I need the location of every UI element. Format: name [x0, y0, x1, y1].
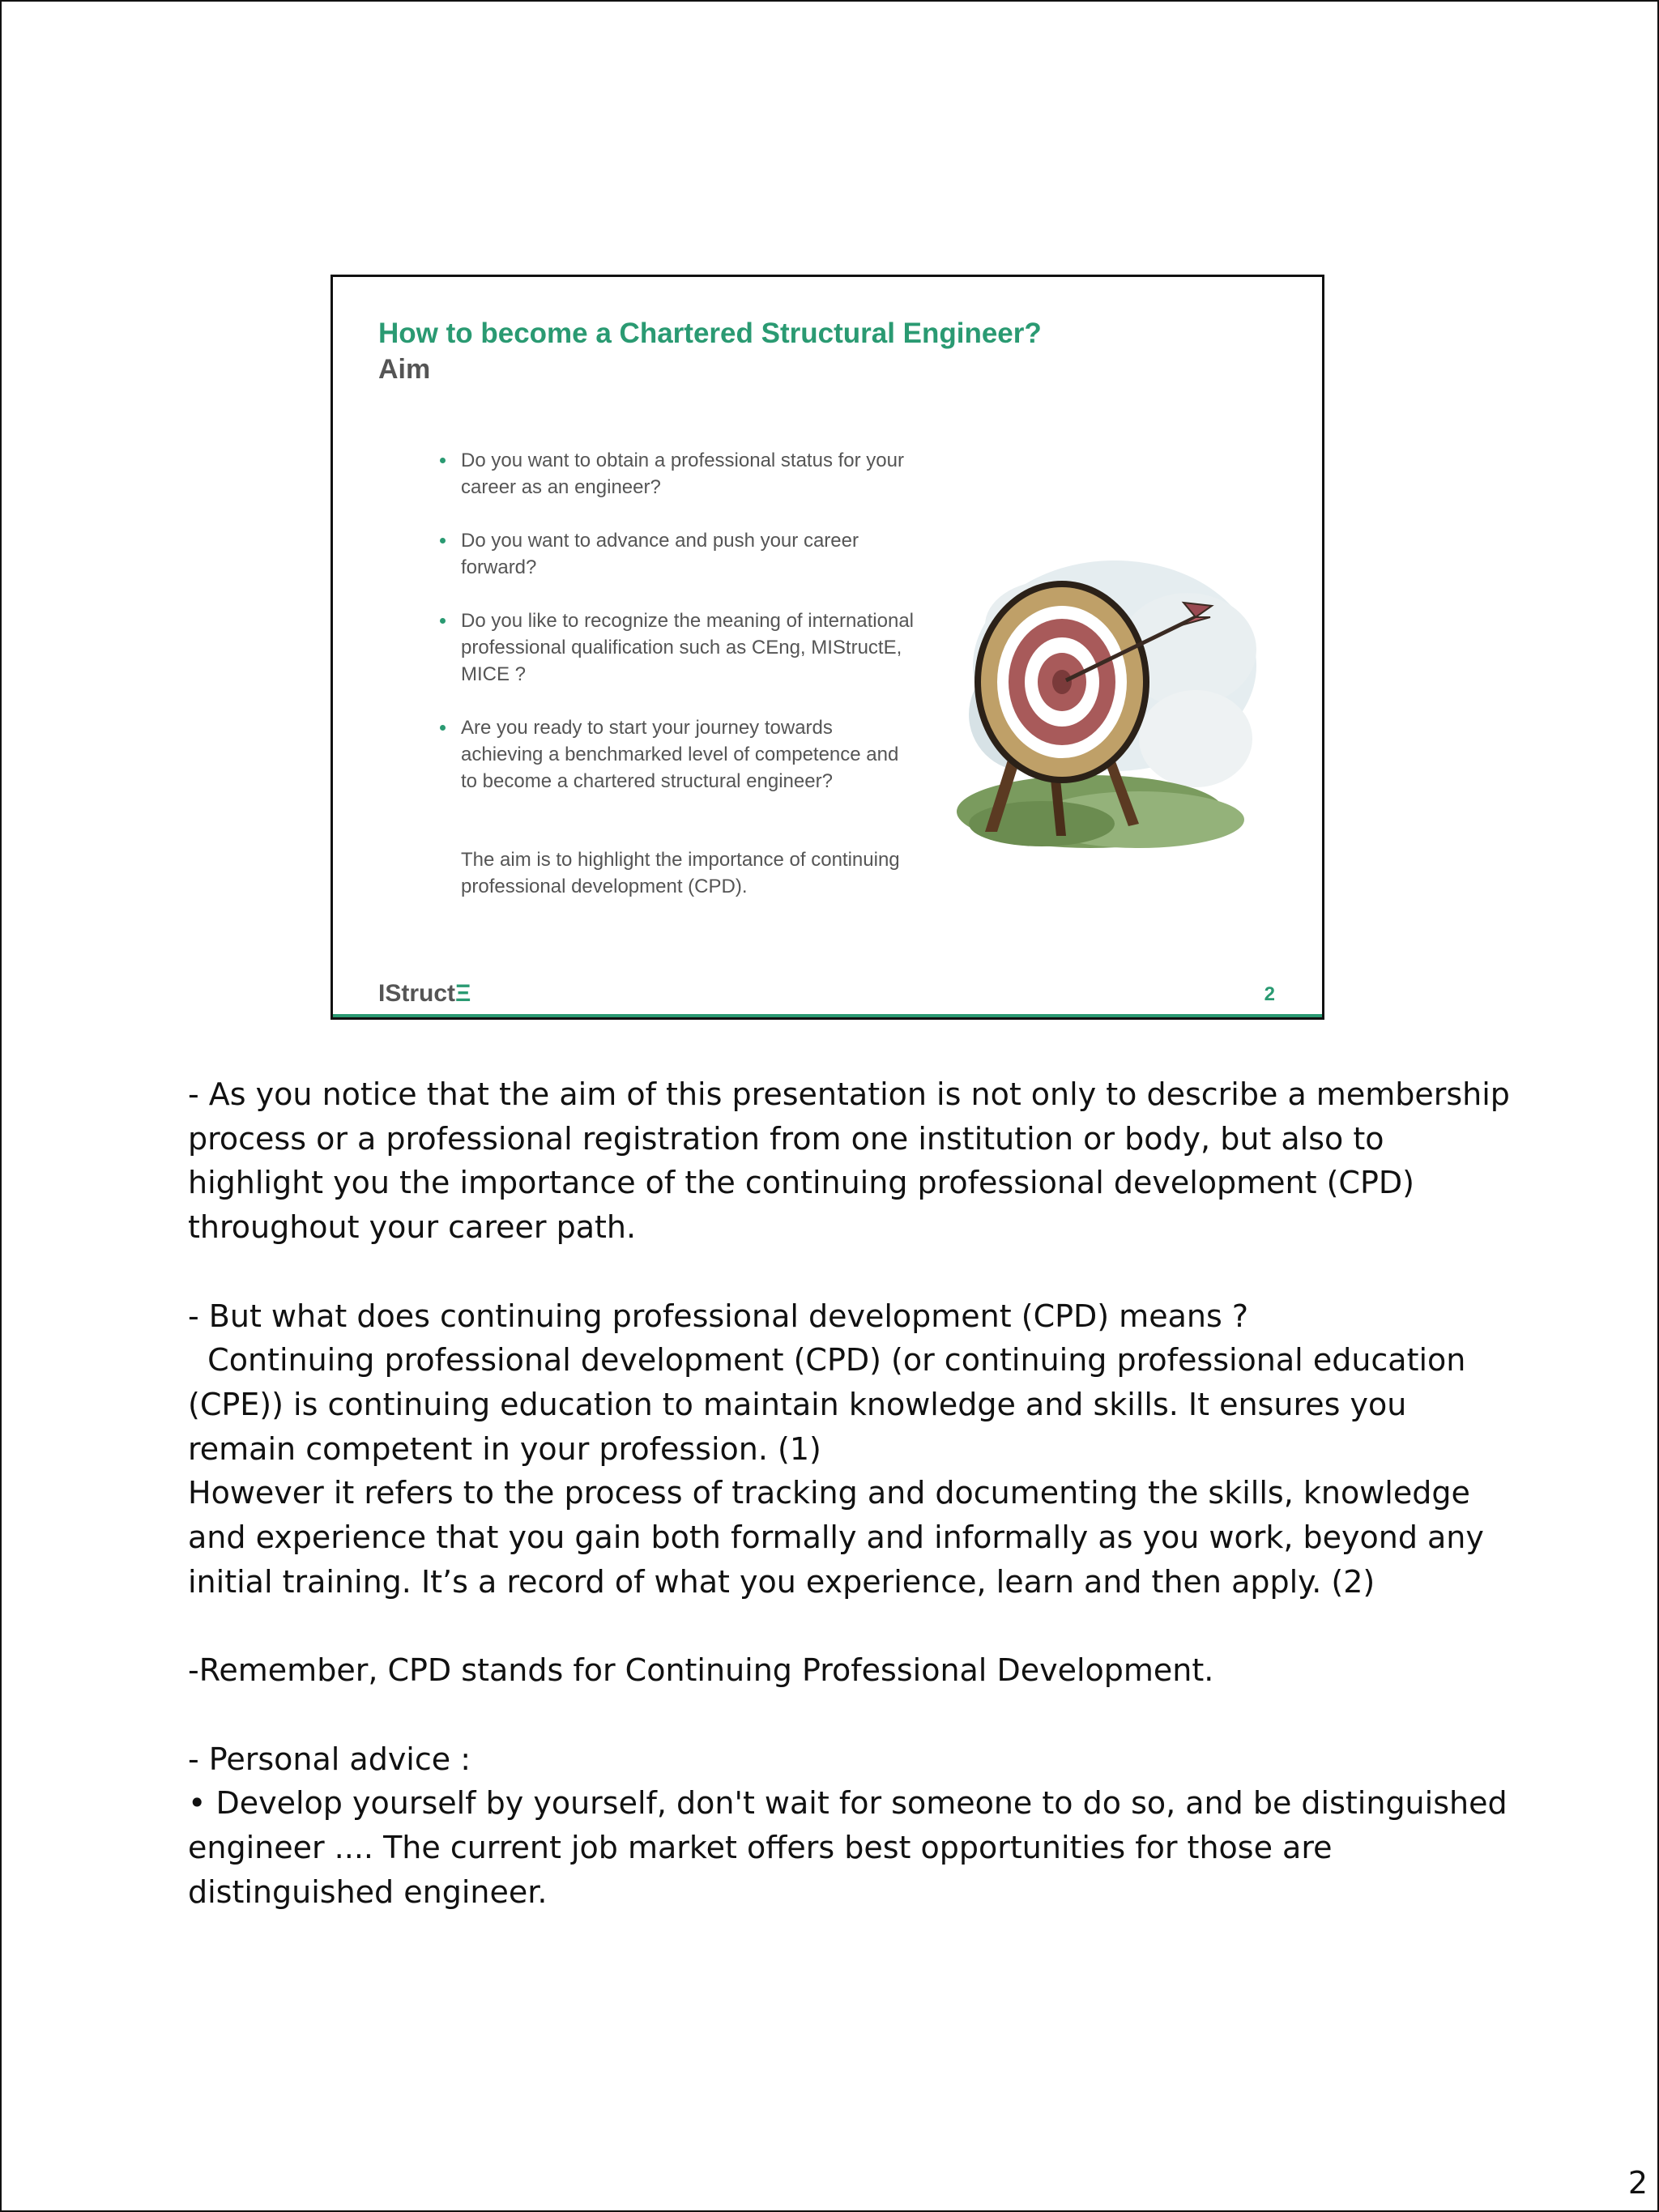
slide-bullet-text: Do you want to advance and push your career forward?: [461, 530, 859, 578]
slide-bullet-text: Do you want to obtain a professional status for your career as an engineer?: [461, 450, 904, 498]
slide-bullet: [461, 714, 915, 795]
notes-advice-item: • Develop yourself by yourself, don't wait for someone to do so, and be distinguished engineer .... The current job market offers best opportunities for those are distinguished engineer.: [188, 1785, 1517, 1910]
slide-thumbnail: [331, 275, 1324, 1020]
notes-spacer: [188, 1604, 1516, 1648]
slide-title: How to become a Chartered Structural Engineer?: [378, 318, 1042, 349]
slide-aim-statement: The aim is to highlight the importance of continuing professional development (CPD).: [461, 849, 900, 897]
archery-target-icon: [953, 552, 1260, 852]
notes-cpd-question: - But what does continuing professional development (CPD) means ?: [188, 1298, 1248, 1334]
slide-bullet-text: Are you ready to start your journey towards achieving a benchmarked level of competence and to become a chartered structural engineer?: [461, 717, 899, 792]
istructe-logo: [378, 980, 471, 1008]
slide-bottom-rule: [333, 1014, 1322, 1017]
speaker-notes: [188, 1072, 1520, 1914]
page-number: 2: [1627, 2165, 1648, 2201]
slide-bullet: [461, 607, 915, 688]
bullet-dot-icon: [440, 618, 446, 624]
notes-spacer: [188, 1693, 1516, 1737]
slide-bullet: [461, 527, 915, 581]
slide-subtitle: Aim: [378, 354, 431, 385]
slide-bullet: [461, 447, 915, 501]
notes-spacer: [188, 1250, 1516, 1294]
notes-cpd-reminder: -Remember, CPD stands for Continuing Professional Development.: [188, 1652, 1214, 1689]
notes-cpd-definition: Continuing professional development (CPD) (or continuing professional education (CPE)) is continuing education to maintain knowledge and skills. It ensures you remain competent in your profession. (1): [188, 1342, 1476, 1467]
bullet-dot-icon: [440, 725, 446, 731]
notes-advice-heading: - Personal advice :: [188, 1741, 471, 1777]
notes-paragraph-aim: - As you notice that the aim of this presentation is not only to describe a membership process or a professional registration from one institution or body, but also to highlight you the importance of the continuing professional development (CPD) throughout your career path.: [188, 1076, 1520, 1246]
bullet-dot-icon: [440, 458, 446, 463]
slide-bullet-text: Do you like to recognize the meaning of international professional qualification such as CEng, MIStructE, MICE ?: [461, 610, 915, 685]
logo-text: IStruct: [378, 980, 456, 1007]
slide-bullet-list: [461, 447, 915, 821]
slide-number: 2: [1264, 983, 1275, 1005]
bullet-dot-icon: [440, 538, 446, 543]
notes-cpd-tracking: However it refers to the process of tracking and documenting the skills, knowledge and experience that you gain both formally and informally as you work, beyond any initial training. It’s a record of what you experience, learn and then apply. (2): [188, 1475, 1494, 1600]
logo-mark: Ξ: [455, 980, 471, 1007]
